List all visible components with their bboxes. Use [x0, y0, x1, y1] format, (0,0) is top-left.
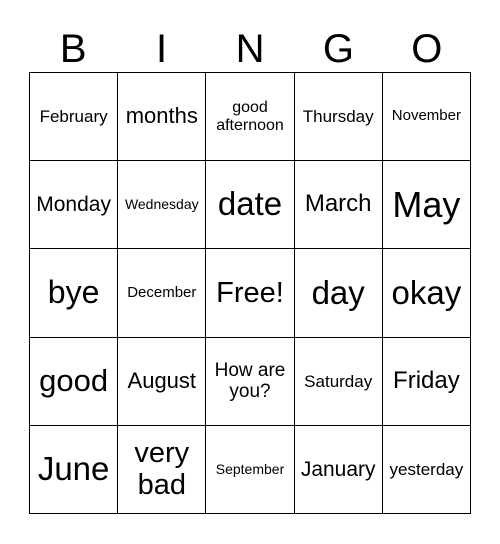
bingo-cell[interactable]: good — [30, 338, 118, 426]
bingo-cell[interactable]: January — [295, 426, 383, 514]
bingo-cell[interactable]: yesterday — [383, 426, 471, 514]
bingo-cell[interactable]: bye — [30, 249, 118, 337]
bingo-cell[interactable]: May — [383, 161, 471, 249]
bingo-cell[interactable]: March — [295, 161, 383, 249]
bingo-card-grid — [29, 72, 471, 514]
bingo-cell[interactable]: Saturday — [295, 338, 383, 426]
bingo-cell[interactable]: February — [30, 73, 118, 161]
bingo-cell[interactable]: day — [295, 249, 383, 337]
header-letter-o: O — [411, 27, 443, 71]
bingo-cell[interactable]: okay — [383, 249, 471, 337]
bingo-cell[interactable]: Friday — [383, 338, 471, 426]
bingo-header — [29, 26, 471, 72]
bingo-cell[interactable]: good afternoon — [206, 73, 294, 161]
bingo-cell[interactable]: August — [118, 338, 206, 426]
bingo-cell[interactable]: December — [118, 249, 206, 337]
header-letter-g: G — [322, 27, 354, 71]
bingo-cell[interactable]: June — [30, 426, 118, 514]
bingo-cell[interactable]: very bad — [118, 426, 206, 514]
bingo-cell[interactable]: How are you? — [206, 338, 294, 426]
bingo-cell[interactable]: Wednesday — [118, 161, 206, 249]
bingo-cell[interactable]: Thursday — [295, 73, 383, 161]
bingo-cell[interactable]: November — [383, 73, 471, 161]
bingo-cell[interactable]: months — [118, 73, 206, 161]
header-letter-n: N — [235, 27, 265, 71]
bingo-cell[interactable]: date — [206, 161, 294, 249]
bingo-cell[interactable]: Monday — [30, 161, 118, 249]
free-space[interactable]: Free! — [206, 249, 294, 337]
header-letter-i: I — [156, 27, 168, 71]
header-letter-b: B — [59, 27, 87, 71]
bingo-cell[interactable]: September — [206, 426, 294, 514]
